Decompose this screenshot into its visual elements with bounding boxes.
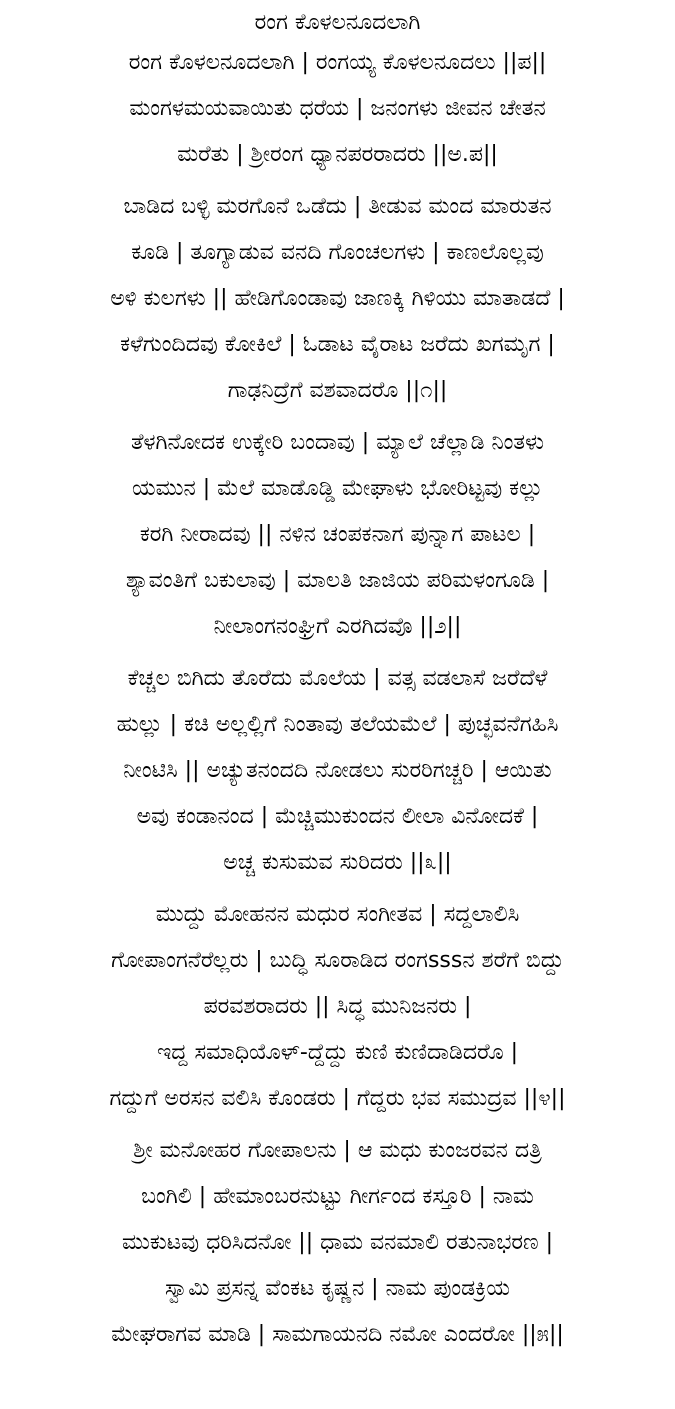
verse-line: ಮರೆತು | ಶ್ರೀರಂಗ ಧ್ಯಾನಪರರಾದರು ||ಅ.ಪ|| — [177, 142, 498, 167]
verse-line: ಗಾಢನಿದ್ರೆಗೆ ವಶವಾದರೊ ||೧|| — [227, 378, 448, 403]
verse-line: ಇದ್ದ ಸಮಾಧಿಯೊಳ್-ದ್ದೆದ್ದು ಕುಣಿ ಕುಣಿದಾಡಿದರೊ | — [156, 1040, 519, 1065]
verse-line: ತೆಳಗಿನೋದಕ ಉಕ್ಕೇರಿ ಬಂದಾವು | ಮ್ಯಾಲೆ ಚೆಲ್ಲಾಡಿ ನಿಂತಳು — [130, 430, 545, 455]
verse-line: ಬಾಡಿದ ಬಳ್ಳಿ ಮರಗೊನೆ ಒಡೆದು | ತೀಡುವ ಮಂದ ಮಾರುತನ — [123, 194, 552, 219]
verse-line: ಅಚ್ಚ ಕುಸುಮವ ಸುರಿದರು ||೩|| — [223, 850, 452, 875]
verse-line: ಕರಗಿ ನೀರಾದವು || ನಳಿನ ಚಂಪಕನಾಗ ಪುನ್ನಾಗ ಪಾಟಲ | — [139, 522, 536, 547]
verse-line: ಗೋಪಾಂಗನೆರೆಲ್ಲರು | ಬುದ್ಧಿ ಸೂರಾಡಿದ ರಂಗsssನ ಶರೆಗೆ ಬಿದ್ದು — [111, 948, 564, 973]
verse-line: ಕೆಚ್ಚಲ ಬಿಗಿದು ತೊರೆದು ಮೊಲೆಯ | ವತ್ಸ ವಡಲಾಸೆ ಜರೆದೆಳೆ — [127, 666, 548, 691]
verse-line: ರಂಗ ಕೊಳಲನೂದಲಾಗಿ | ರಂಗಯ್ಯ ಕೊಳಲನೂದಲು ||ಪ|| — [128, 50, 547, 75]
stanza-refrain — [0, 40, 675, 178]
verse-line: ಪರವಶರಾದರು || ಸಿದ್ಧ ಮುನಿಜನರು | — [203, 994, 472, 1019]
verse-line: ಮುಕುಟವು ಧರಿಸಿದನೋ || ಧಾಮ ವನಮಾಲಿ ರತುನಾಭರಣ | — [121, 1230, 554, 1255]
verse-line: ಕೂಡಿ | ತೂಗ್ಯಾಡುವ ವನದಿ ಗೊಂಚಲಗಳು | ಕಾಣಲೊಲ್ಲವು — [131, 240, 544, 265]
verse-line: ಬಂಗಿಲಿ | ಹೇಮಾಂಬರನುಟ್ಟು ಗೀರ್ಗಂದ ಕಸ್ತೂರಿ | ನಾಮ — [141, 1184, 534, 1209]
verse-line: ಅಳಿ ಕುಲಗಳು || ಹೇಡಿಗೊಂಡಾವು ಜಾಣಕ್ಕಿ ಗಿಳಿಯು ಮಾತಾಡದೆ | — [110, 286, 565, 311]
verse-line: ಮೇಘರಾಗವ ಮಾಡಿ | ಸಾಮಗಾಯನದಿ ನಮೋ ಎಂದರೋ ||೫|| — [111, 1322, 564, 1347]
verse-line: ಹುಲ್ಲು | ಕಚಿ ಅಲ್ಲಲ್ಲಿಗೆ ನಿಂತಾವು ತಲೆಯಮೆಲೆ | ಪುಚ್ಛವನೆಗಹಿಸಿ — [116, 712, 559, 737]
stanza-5 — [0, 1128, 675, 1358]
verse-line: ಸ್ವಾಮಿ ಪ್ರಸನ್ನ ವೆಂಕಟ ಕೃಷ್ಣನ | ನಾಮ ಪುಂಡಕ್ರಿಯ — [165, 1276, 510, 1301]
verse-line: ಕಳೆಗುಂದಿದವು ಕೋಕಿಲೆ | ಓಡಾಟ ವೈರಾಟ ಜರೆದು ಖಗಮೃಗ | — [120, 332, 555, 357]
verse-line: ಅವು ಕಂಡಾನಂದ | ಮೆಚ್ಚಿಮುಕುಂದನ ಲೀಲಾ ವಿನೋದಕೆ | — [136, 804, 539, 829]
verse-line: ಮುದ್ದು ಮೋಹನನ ಮಧುರ ಸಂಗೀತವ | ಸದ್ದಲಾಲಿಸಿ — [155, 902, 520, 927]
verse-line: ಶ್ರೀ ಮನೋಹರ ಗೋಪಾಲನು | ಆ ಮಧು ಕುಂಜರವನ ದತ್ರಿ — [133, 1138, 542, 1163]
verse-line: ಶ್ಯಾವಂತಿಗೆ ಬಕುಲಾವು | ಮಾಲತಿ ಜಾಜಿಯ ಪರಿಮಳಂಗೂಡಿ | — [125, 568, 550, 593]
verse-line: ಗದ್ದುಗೆ ಅರಸನ ವಲಿಸಿ ಕೊಂಡರು | ಗೆದ್ದರು ಭವ ಸಮುದ್ರವ ||೪|| — [109, 1086, 566, 1111]
stanza-3 — [0, 656, 675, 886]
verse-line: ಮಂಗಳಮಯವಾಯಿತು ಧರೆಯ | ಜನಂಗಳು ಜೀವನ ಚೇತನ — [129, 96, 546, 121]
verse-line: ನೀಂಟಿಸಿ || ಅಚ್ಯುತನಂದದಿ ನೋಡಲು ಸುರರಿಗಚ್ಚರಿ | ಆಯಿತು — [123, 758, 552, 783]
song-title: ರಂಗ ಕೊಳಲನೂದಲಾಗಿ — [254, 10, 421, 35]
stanza-1 — [0, 184, 675, 414]
verse-line: ನೀಲಾಂಗನಂಘ್ರಿಗೆ ಎರಗಿದವೊ ||೨|| — [213, 614, 462, 639]
stanza-4 — [0, 892, 675, 1122]
stanza-2 — [0, 420, 675, 650]
verse-line: ಯಮುನ | ಮೆಲೆ ಮಾಡೊಡ್ಡಿ ಮೇಘಾಳು ಭೋರಿಟ್ಟವು ಕಲ್ಲು — [132, 476, 543, 501]
